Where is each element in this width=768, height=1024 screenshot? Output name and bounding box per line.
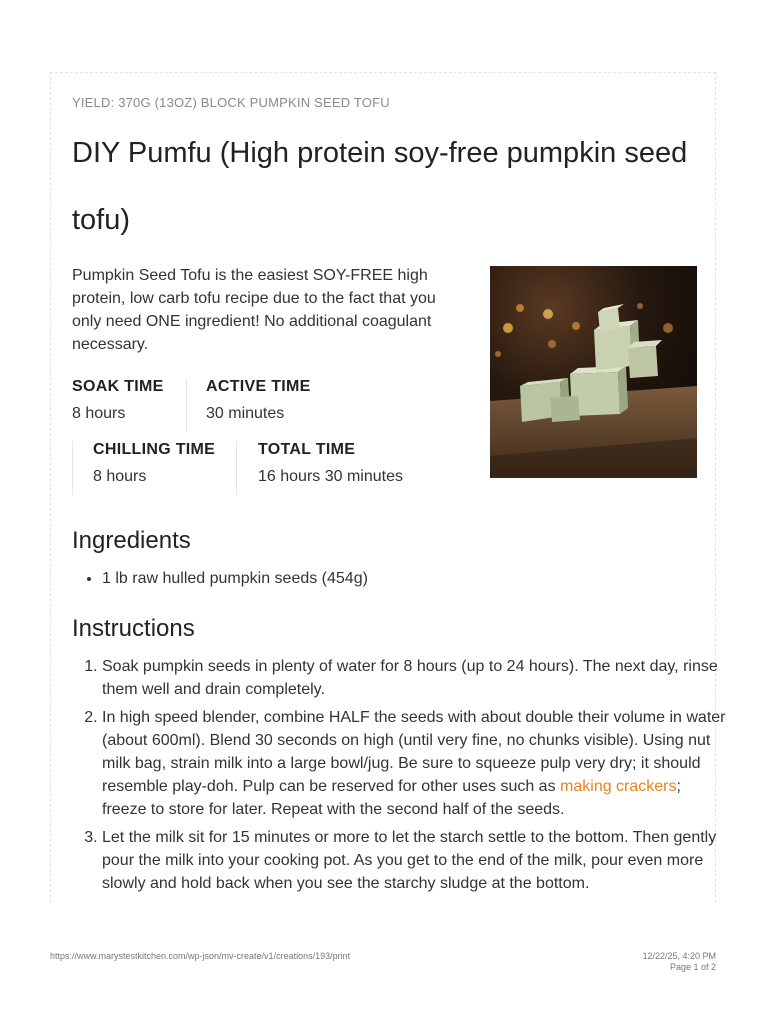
instruction-step: 1. Soak pumpkin seeds in plenty of water for 8 hours (up to 24 hours). The next day, rinse them well and drain completely. [102,655,727,701]
instruction-step [102,706,727,821]
footer-url: https://www.marystestkitchen.com/wp-json/mv-create/v1/creations/193/print [50,951,351,961]
time-divider [72,441,73,495]
total-time-label: TOTAL TIME [258,441,356,458]
time-divider [186,378,187,432]
step-text: In high speed blender, combine HALF the seeds with about double their volume in water (about 600ml). Blend 30 seconds on high (until very fine, no chunks visible). Using nut milk bag, strain milk into a large bowl/jug. Be sure to squeeze pulp very dry; it should resemble play-doh. Pulp can be reserved for other uses such as [102,709,726,795]
making-crackers-link[interactable]: making crackers [560,778,677,795]
ingredients-heading: Ingredients [72,527,191,554]
instructions-list [72,655,727,900]
recipe-title: DIY Pumfu (High protein soy-free pumpkin seed tofu) [72,137,688,236]
chilling-time-label: CHILLING TIME [93,441,216,458]
active-time-label: ACTIVE TIME [206,378,311,395]
footer-page-number: Page 1 of 2 [669,962,716,972]
instructions-heading: Instructions [72,615,195,642]
soak-time [72,378,164,423]
footer-datetime: 12/22/25, 4:20 PM [642,951,716,961]
total-time-value: 16 hours 30 minutes [258,468,403,485]
recipe-summary: Pumpkin Seed Tofu is the easiest SOY-FREE high protein, low carb tofu recipe due to the fact that you only need ONE ingredient! No additional coagulant necessary. [72,267,436,353]
step-text: ; freeze to store for later. Repeat with the second half of the seeds. [102,778,681,818]
ingredients-list [72,567,368,590]
ingredient-item: • 1 lb raw hulled pumpkin seeds (454g) [102,567,368,590]
tofu-photo-illustration [490,266,697,478]
soak-time-label: SOAK TIME [72,378,164,395]
recipe-photo [490,266,697,478]
active-time-value: 30 minutes [206,405,285,422]
instruction-step: 3. Let the milk sit for 15 minutes or more to let the starch settle to the bottom. Then gently pour the milk into your cooking pot. As you get to the end of the milk, pour even more slowly and hold back when you see the starchy sludge at the bottom. [102,826,727,895]
total-time [258,441,403,486]
recipe-yield: YIELD: 370G (13OZ) BLOCK PUMPKIN SEED TOFU [72,95,390,110]
chilling-time [93,441,215,486]
soak-time-value: 8 hours [72,405,126,422]
footer-meta [642,951,716,973]
chilling-time-value: 8 hours [93,468,147,485]
time-divider [236,441,237,495]
active-time [206,378,311,423]
